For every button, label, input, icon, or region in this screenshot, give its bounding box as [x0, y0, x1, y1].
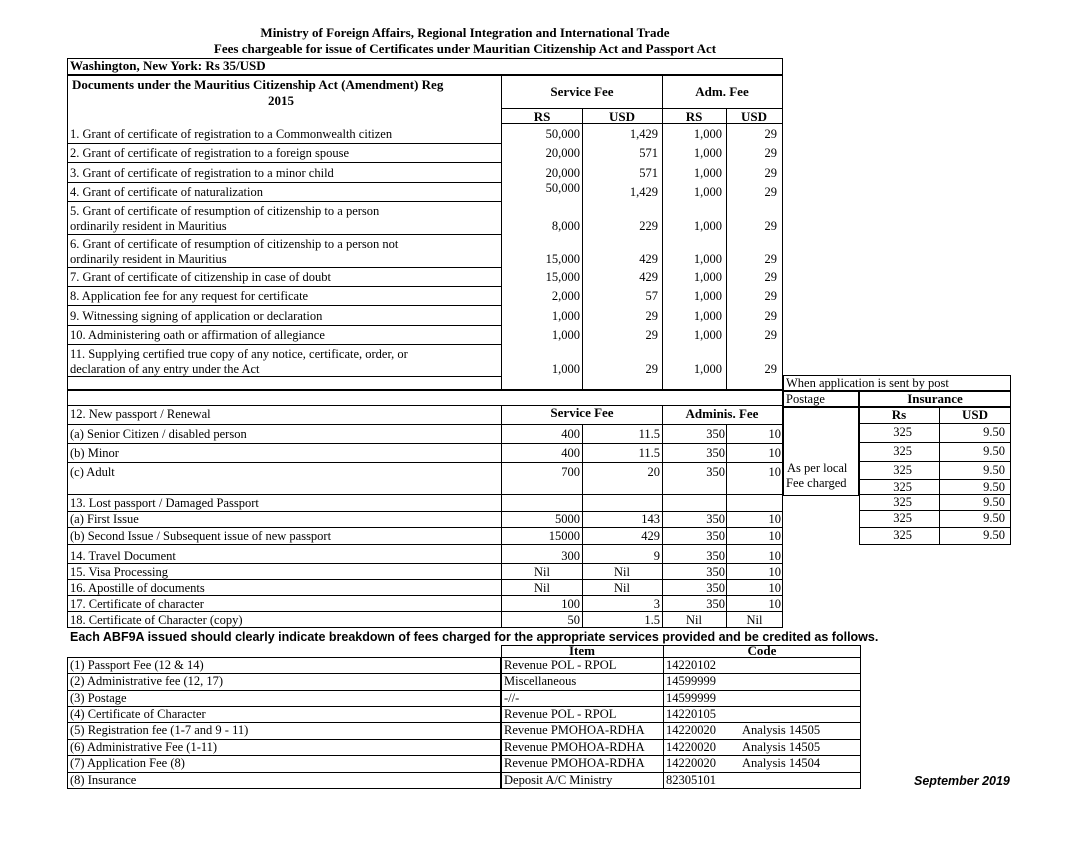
breakdown-item: Revenue POL - RPOL	[504, 658, 617, 672]
adm-fee-usd: 29	[764, 289, 777, 303]
passport-section-12: 12. New passport / Renewal	[70, 407, 211, 421]
insurance-usd: 9.50	[983, 425, 1005, 439]
service-fee-rs: 50,000	[545, 181, 580, 195]
breakdown-code: 82305101	[666, 773, 716, 787]
citizenship-item-label-cont: ordinarily resident in Mauritius	[70, 219, 227, 233]
row-rule	[67, 462, 783, 463]
insurance-rs: 325	[893, 528, 912, 542]
passport-row-label: 17. Certificate of character	[70, 597, 204, 611]
passport-fee-rs: 100	[561, 597, 580, 611]
breakdown-fee-label: (2) Administrative fee (12, 17)	[70, 674, 224, 688]
passport-adm-usd: 10	[768, 465, 781, 479]
row-rule	[67, 286, 502, 287]
breakdown-item: Miscellaneous	[504, 674, 577, 688]
passport-adm-usd: 10	[768, 512, 781, 526]
insurance-rs: 325	[893, 463, 912, 477]
citizenship-table-title-year: 2015	[268, 93, 294, 108]
adm-fee-usd: 29	[764, 219, 777, 233]
row-rule	[67, 611, 783, 612]
row-rule	[501, 123, 783, 124]
breakdown-item: Deposit A/C Ministry	[504, 773, 613, 787]
breakdown-item: Revenue PMOHOA-RDHA	[504, 723, 645, 737]
passport-adm-rs: 350	[706, 581, 725, 595]
row-rule	[67, 579, 783, 580]
postage-local-line1: As per local	[787, 461, 848, 475]
row-rule	[67, 563, 783, 564]
row-rule	[67, 595, 783, 596]
citizenship-item-label: 1. Grant of certificate of registration to a Commonwealth citizen	[70, 127, 393, 141]
passport-fee-rs: 15000	[548, 529, 580, 543]
adm-fee-usd: 29	[764, 328, 777, 342]
citizenship-item-label: 10. Administering oath or affirmation of allegiance	[70, 328, 325, 342]
adm-fee-usd: 29	[764, 362, 777, 376]
citizenship-item-label: 3. Grant of certificate of registration to a minor child	[70, 166, 334, 180]
fees-subtitle: Fees chargeable for issue of Certificates under Mauritian Citizenship Act and Passport Act	[213, 41, 717, 56]
breakdown-fee-label: (6) Administrative Fee (1-11)	[70, 740, 218, 754]
citizenship-table-title: Documents under the Mauritius Citizenship Act (Amendment) Reg	[72, 77, 444, 92]
service-fee-rs: 2,000	[551, 289, 580, 303]
adm-fee-usd: 29	[764, 252, 777, 266]
insurance-header: Insurance	[907, 391, 963, 406]
service-fee-header: Service Fee	[550, 84, 614, 99]
row-rule	[67, 344, 502, 345]
passport-adm-rs: 350	[706, 565, 725, 579]
service-fee-rs: 50,000	[545, 127, 580, 141]
row-rule	[67, 544, 783, 545]
service-fee-usd: 571	[639, 166, 658, 180]
breakdown-code: 14220102	[666, 658, 716, 672]
row-rule	[67, 234, 502, 235]
citizenship-item-label: 11. Supplying certified true copy of any notice, certificate, order, or	[70, 347, 408, 361]
insurance-rs: 325	[893, 495, 912, 509]
insurance-usd: 9.50	[983, 495, 1005, 509]
citizenship-item-label: 8. Application fee for any request for certificate	[70, 289, 309, 303]
passport-adm-rs: 350	[706, 512, 725, 526]
passport-fee-rs: 400	[561, 446, 580, 460]
passport-adm-usd: Nil	[746, 613, 763, 627]
insurance-rs: 325	[893, 511, 912, 525]
breakdown-code: 14220105	[666, 707, 716, 721]
service-fee-usd: 1,429	[629, 127, 658, 141]
adm-fee-usd: 29	[764, 146, 777, 160]
passport-row-label: (a) First Issue	[70, 512, 139, 526]
service-fee-rs: 1,000	[551, 362, 580, 376]
breakdown-item: Revenue PMOHOA-RDHA	[504, 756, 645, 770]
footer-date: September 2019	[914, 774, 1010, 788]
adm-fee-rs: 1,000	[693, 270, 722, 284]
service-fee-usd: 57	[645, 289, 658, 303]
row-rule	[67, 182, 502, 183]
row-rule	[67, 267, 502, 268]
passport-row-label: 16. Apostille of documents	[70, 581, 205, 595]
passport-fee-rs: Nil	[534, 565, 550, 579]
passport-fee-usd: 20	[647, 465, 660, 479]
breakdown-code: 14220020	[666, 740, 716, 754]
adm-rs-header: RS	[685, 109, 703, 124]
abf9a-instruction: Each ABF9A issued should clearly indicate breakdown of fees charged for the appropriate services provided and be credited as follows.	[70, 630, 879, 644]
service-fee-usd: 29	[645, 362, 658, 376]
service-fee-rs: 15,000	[545, 252, 580, 266]
passport-fee-rs: 700	[561, 465, 580, 479]
service-fee-rs: 1,000	[551, 328, 580, 342]
service-fee-usd: 229	[639, 219, 658, 233]
row-rule	[67, 325, 502, 326]
passport-adm-rs: 350	[706, 597, 725, 611]
breakdown-fee-label: (3) Postage	[70, 691, 127, 705]
passport-fee-rs: 5000	[555, 512, 580, 526]
column-rule	[663, 645, 664, 789]
insurance-usd: 9.50	[983, 511, 1005, 525]
breakdown-fee-label: (7) Application Fee (8)	[70, 756, 185, 770]
insurance-rs-header: Rs	[891, 407, 907, 422]
row-rule	[859, 442, 1011, 443]
passport-fee-usd: 1.5	[644, 613, 660, 627]
passport-adminis-fee-header: Adminis. Fee	[685, 406, 759, 421]
passport-fee-usd: 9	[653, 549, 660, 563]
passport-fee-usd: 11.5	[638, 446, 660, 460]
breakdown-fee-label: (1) Passport Fee (12 & 14)	[70, 658, 204, 672]
row-rule	[67, 162, 502, 163]
citizenship-item-label: 5. Grant of certificate of resumption of citizenship to a person	[70, 204, 380, 218]
passport-adm-usd: 10	[768, 597, 781, 611]
service-fee-rs: 15,000	[545, 270, 580, 284]
adm-fee-rs: 1,000	[693, 146, 722, 160]
passport-fee-usd: 11.5	[638, 427, 660, 441]
insurance-usd: 9.50	[983, 528, 1005, 542]
row-rule	[67, 443, 783, 444]
service-usd-header: USD	[608, 109, 635, 124]
passport-fee-rs: 50	[567, 613, 580, 627]
citizenship-item-label: 2. Grant of certificate of registration to a foreign spouse	[70, 146, 350, 160]
citizenship-item-label: 9. Witnessing signing of application or declaration	[70, 309, 323, 323]
passport-adm-rs: 350	[706, 465, 725, 479]
passport-adm-usd: 10	[768, 549, 781, 563]
adm-fee-usd: 29	[764, 127, 777, 141]
adm-fee-rs: 1,000	[693, 166, 722, 180]
row-rule	[67, 527, 783, 528]
adm-fee-rs: 1,000	[693, 362, 722, 376]
adm-fee-rs: 1,000	[693, 219, 722, 233]
citizenship-item-label-cont: ordinarily resident in Mauritius	[70, 252, 227, 266]
passport-adm-rs: 350	[706, 549, 725, 563]
passport-row-label: (a) Senior Citizen / disabled person	[70, 427, 247, 441]
passport-adm-rs: 350	[706, 529, 725, 543]
service-fee-rs: 8,000	[551, 219, 580, 233]
breakdown-code: 14220020	[666, 723, 716, 737]
passport-adm-usd: 10	[768, 446, 781, 460]
passport-fee-usd: Nil	[614, 581, 630, 595]
service-fee-usd: 429	[639, 270, 658, 284]
service-fee-usd: 429	[639, 252, 658, 266]
service-fee-usd: 1,429	[629, 185, 658, 199]
adm-fee-usd: 29	[764, 270, 777, 284]
passport-row-label: 14. Travel Document	[70, 549, 176, 563]
row-rule	[67, 405, 783, 406]
breakdown-fee-label: (4) Certificate of Character	[70, 707, 206, 721]
station-rate: Washington, New York: Rs 35/USD	[70, 58, 266, 73]
service-fee-usd: 571	[639, 146, 658, 160]
adm-fee-usd: 29	[764, 166, 777, 180]
citizenship-item-label: 6. Grant of certificate of resumption of citizenship to a person not	[70, 237, 399, 251]
passport-row-label: (b) Second Issue / Subsequent issue of new passport	[70, 529, 332, 543]
row-rule	[501, 108, 783, 109]
passport-adm-rs: 350	[706, 427, 725, 441]
adm-fee-usd: 29	[764, 309, 777, 323]
breakdown-code: 14599999	[666, 674, 716, 688]
adm-fee-rs: 1,000	[693, 289, 722, 303]
citizenship-item-label: 4. Grant of certificate of naturalization	[70, 185, 263, 199]
breakdown-item: -//-	[504, 691, 520, 705]
passport-row-label: 18. Certificate of Character (copy)	[70, 613, 243, 627]
row-rule	[67, 494, 783, 495]
passport-row-label: 15. Visa Processing	[70, 565, 168, 579]
passport-adm-usd: 10	[768, 565, 781, 579]
adm-fee-header: Adm. Fee	[695, 84, 749, 99]
adm-usd-header: USD	[740, 109, 767, 124]
passport-fee-usd: Nil	[614, 565, 630, 579]
passport-fee-usd: 143	[641, 512, 660, 526]
insurance-usd-header: USD	[961, 407, 988, 422]
postage-local-line2: Fee charged	[786, 476, 847, 490]
passport-section-13: 13. Lost passport / Damaged Passport	[70, 496, 259, 510]
citizenship-item-label: 7. Grant of certificate of citizenship in case of doubt	[70, 270, 332, 284]
passport-fee-usd: 429	[641, 529, 660, 543]
breakdown-analysis: Analysis 14504	[742, 756, 821, 770]
passport-row-label: (b) Minor	[70, 446, 119, 460]
ministry-title: Ministry of Foreign Affairs, Regional Integration and International Trade	[260, 25, 670, 40]
adm-fee-rs: 1,000	[693, 309, 722, 323]
breakdown-fee-label: (8) Insurance	[70, 773, 137, 787]
breakdown-analysis: Analysis 14505	[742, 723, 821, 737]
citizenship-item-label-cont: declaration of any entry under the Act	[70, 362, 260, 376]
breakdown-code: 14220020	[666, 756, 716, 770]
service-fee-usd: 29	[645, 309, 658, 323]
insurance-rs: 325	[893, 444, 912, 458]
insurance-usd: 9.50	[983, 463, 1005, 477]
postal-note: When application is sent by post	[786, 376, 949, 390]
passport-fee-rs: Nil	[534, 581, 550, 595]
row-rule	[67, 424, 783, 425]
row-rule	[859, 423, 1011, 424]
breakdown-fee-label: (5) Registration fee (1-7 and 9 - 11)	[70, 723, 249, 737]
service-rs-header: RS	[533, 109, 551, 124]
adm-fee-rs: 1,000	[693, 328, 722, 342]
insurance-usd: 9.50	[983, 480, 1005, 494]
passport-fee-usd: 3	[653, 597, 660, 611]
row-rule	[67, 143, 502, 144]
breakdown-code: 14599999	[666, 691, 716, 705]
row-rule	[859, 461, 1011, 462]
service-fee-rs: 1,000	[551, 309, 580, 323]
code-header: Code	[747, 643, 777, 658]
passport-adm-rs: Nil	[686, 613, 702, 627]
passport-adm-usd: 10	[768, 529, 781, 543]
row-rule	[67, 201, 502, 202]
row-rule	[67, 305, 502, 306]
adm-fee-usd: 29	[764, 185, 777, 199]
passport-adm-rs: 350	[706, 446, 725, 460]
insurance-rs: 325	[893, 425, 912, 439]
row-rule	[67, 376, 502, 377]
insurance-rs: 325	[893, 480, 912, 494]
service-fee-usd: 29	[645, 328, 658, 342]
adm-fee-rs: 1,000	[693, 252, 722, 266]
adm-fee-rs: 1,000	[693, 185, 722, 199]
breakdown-item: Revenue PMOHOA-RDHA	[504, 740, 645, 754]
insurance-usd: 9.50	[983, 444, 1005, 458]
breakdown-item: Revenue POL - RPOL	[504, 707, 617, 721]
passport-adm-usd: 10	[768, 427, 781, 441]
passport-fee-rs: 400	[561, 427, 580, 441]
passport-service-fee-header: Service Fee	[550, 405, 614, 420]
adm-fee-rs: 1,000	[693, 127, 722, 141]
passport-adm-usd: 10	[768, 581, 781, 595]
passport-fee-rs: 300	[561, 549, 580, 563]
breakdown-analysis: Analysis 14505	[742, 740, 821, 754]
item-header: Item	[569, 643, 595, 658]
service-fee-rs: 20,000	[545, 166, 580, 180]
service-fee-rs: 20,000	[545, 146, 580, 160]
postage-header: Postage	[786, 392, 825, 406]
passport-row-label: (c) Adult	[70, 465, 115, 479]
row-rule	[67, 690, 501, 691]
